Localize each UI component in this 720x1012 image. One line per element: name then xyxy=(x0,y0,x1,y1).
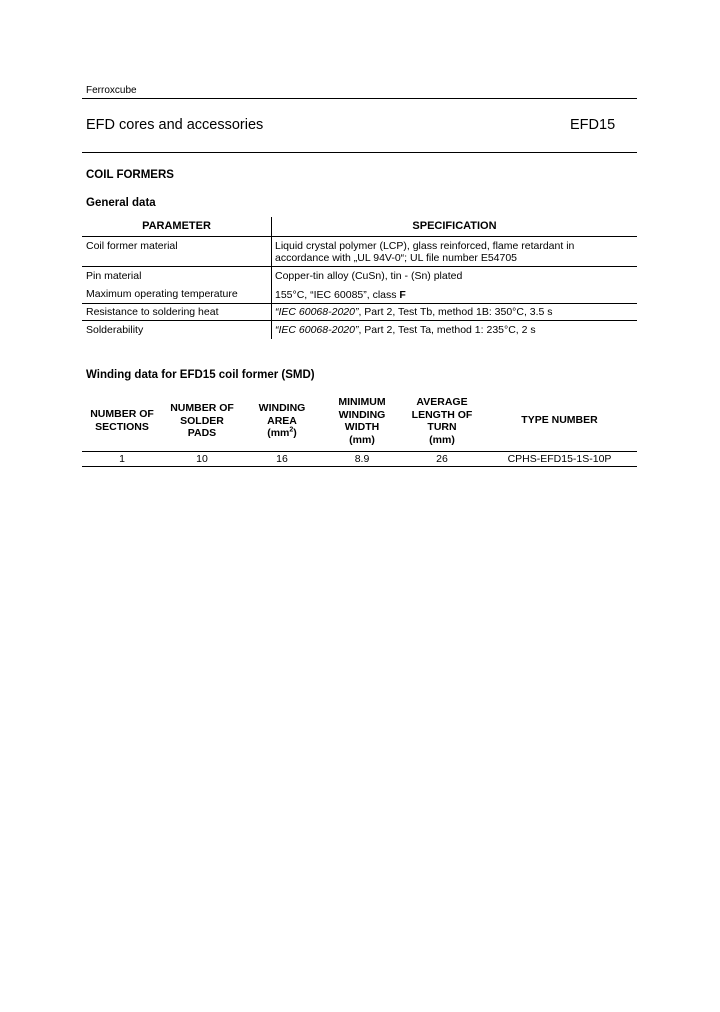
specification-cell xyxy=(275,324,536,337)
row-rule xyxy=(82,303,637,304)
header-line: AVERAGE xyxy=(416,396,468,408)
parameter-cell: Pin material xyxy=(86,270,142,282)
header-unit xyxy=(242,427,322,440)
area-value: 16 xyxy=(276,453,288,465)
pads-value: 10 xyxy=(196,453,208,465)
parameter-cell: Coil former material xyxy=(86,240,178,252)
spec-class: F xyxy=(399,289,406,301)
section-title: COIL FORMERS xyxy=(86,169,174,181)
sections-value: 1 xyxy=(119,453,125,465)
specification-cell: Liquid crystal polymer (LCP), glass reinforced, flame retardant in xyxy=(275,240,575,252)
header-line: AREA xyxy=(267,414,297,427)
parameter-cell: Maximum operating temperature xyxy=(86,288,238,300)
parameter-cell: Solderability xyxy=(86,324,144,336)
specification-cell xyxy=(275,289,406,302)
winding-bottom-rule xyxy=(82,466,637,467)
specification-cell xyxy=(275,306,553,319)
document-code: EFD15 xyxy=(570,117,616,133)
header-line: LENGTH OF xyxy=(411,408,473,421)
width-value: 8.9 xyxy=(354,453,370,465)
header-line: NUMBER OF xyxy=(170,402,234,414)
table-header-rule xyxy=(82,236,637,237)
spec-text: 155°C, “IEC 60085”, class xyxy=(275,289,400,301)
specification-cell: Copper-tin alloy (CuSn), tin - (Sn) plated xyxy=(275,270,463,282)
parameter-cell: Resistance to soldering heat xyxy=(86,306,219,318)
header-line: NUMBER OF xyxy=(90,408,154,420)
header-line: TURN xyxy=(427,421,457,433)
specification-cell: accordance with „UL 94V-0“; UL file number E54705 xyxy=(275,252,518,264)
company-name: Ferroxcube xyxy=(86,85,137,96)
header-line: (mm) xyxy=(429,433,455,446)
header-rule xyxy=(82,98,637,99)
header-line: WINDING xyxy=(338,408,386,421)
row-rule xyxy=(82,320,637,321)
header-line: SOLDER xyxy=(180,414,224,427)
header-line: WIDTH xyxy=(344,421,380,433)
general-data-title: General data xyxy=(86,197,156,209)
area-header xyxy=(242,402,322,440)
spec-standard: “IEC 60068-2020” xyxy=(275,324,359,336)
width-header xyxy=(322,396,402,446)
type-header: TYPE NUMBER xyxy=(521,414,598,426)
spec-text: , Part 2, Test Tb, method 1B: 350°C, 3.5 s xyxy=(358,306,553,318)
header-line: SECTIONS xyxy=(95,420,149,433)
header-line: MINIMUM xyxy=(338,396,386,408)
unit-text: (mm xyxy=(267,427,290,439)
title-rule xyxy=(82,152,637,153)
spec-standard: “IEC 60068-2020” xyxy=(275,306,359,318)
length-header xyxy=(402,396,482,446)
winding-header-rule xyxy=(82,451,637,452)
type-number-value: CPHS-EFD15-1S-10P xyxy=(507,453,612,465)
unit-exponent: 2 xyxy=(289,426,294,434)
sections-header xyxy=(82,408,162,433)
spec-text: , Part 2, Test Ta, method 1: 235°C, 2 s xyxy=(358,324,536,336)
header-line: PADS xyxy=(187,427,217,439)
specification-header: SPECIFICATION xyxy=(412,220,497,232)
length-value: 26 xyxy=(436,453,448,465)
document-title: EFD cores and accessories xyxy=(86,117,264,133)
pads-header xyxy=(162,402,242,440)
header-line: (mm) xyxy=(349,433,375,446)
parameter-header: PARAMETER xyxy=(142,220,211,232)
row-rule xyxy=(82,266,637,267)
winding-data-title: Winding data for EFD15 coil former (SMD) xyxy=(86,369,315,381)
header-line: WINDING xyxy=(258,402,306,414)
unit-close: ) xyxy=(293,427,297,439)
